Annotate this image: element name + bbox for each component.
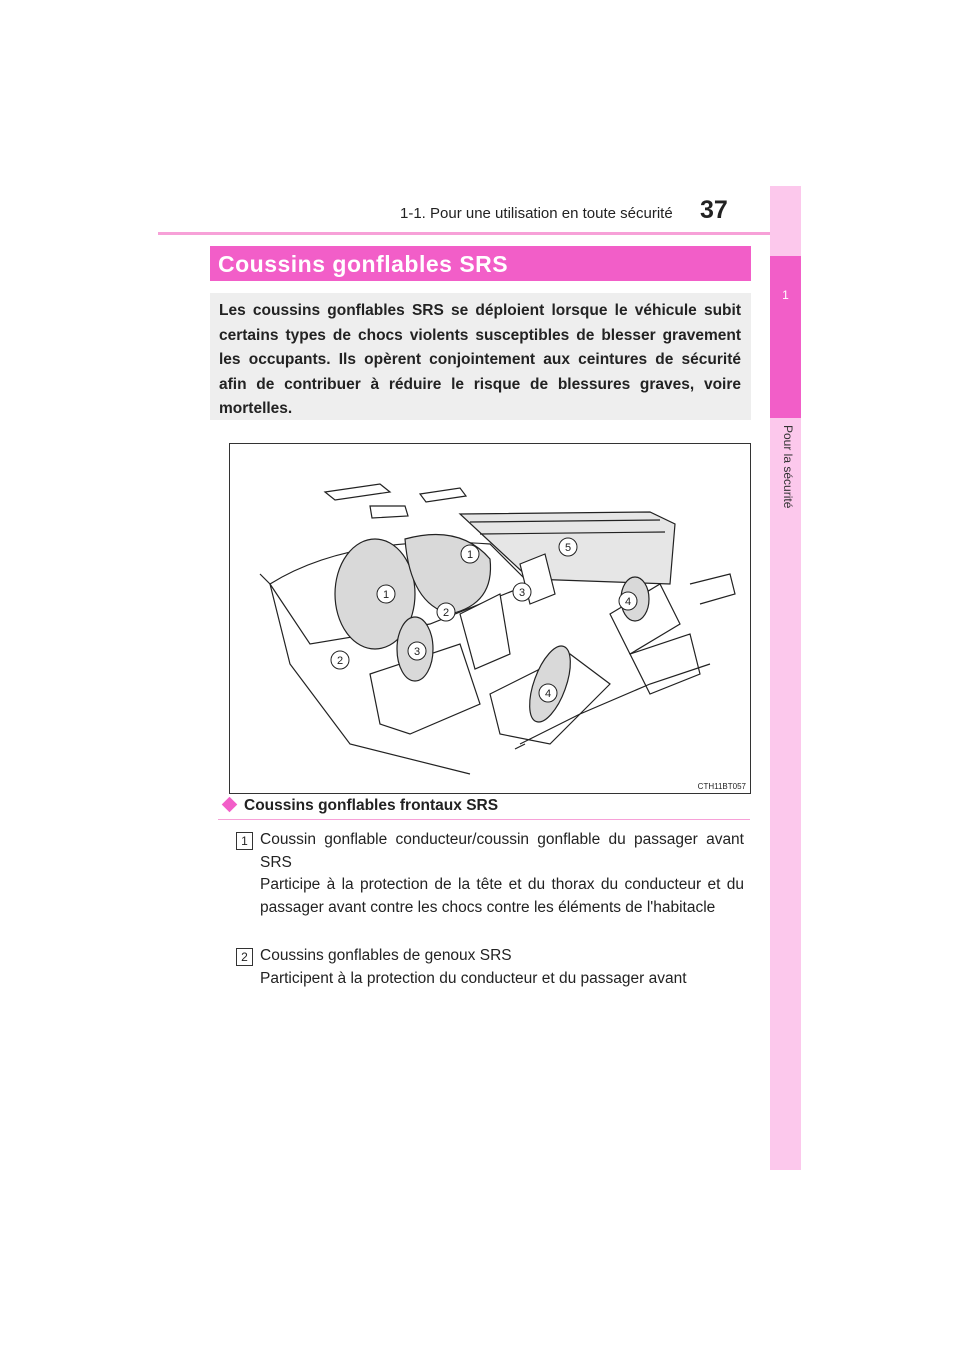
subsection-title: Coussins gonflables frontaux SRS (244, 797, 499, 814)
intro-text: Les coussins gonflables SRS se déploient lorsque le véhicule subit certains types de chocs violents susceptibles de blesser gravement les occupants. Ils opèrent conjointement aux ceintures de sécurité afin de contribuer à réduire le risque de blessures graves, voire mortelles. (219, 302, 741, 417)
intro-box (210, 293, 751, 420)
callout-3-lower (408, 642, 426, 660)
item-title: Coussins gonflables de genoux SRS (260, 947, 512, 964)
svg-text:1: 1 (466, 549, 474, 561)
running-header-title: 1-1. Pour une utilisation en toute sécurité (400, 205, 673, 222)
item-title: Coussin gonflable conducteur/coussin gonflable du passager avant SRS (260, 831, 744, 871)
callout-2-lower (331, 651, 349, 669)
section-title: Coussins gonflables SRS (218, 251, 509, 277)
svg-text:4: 4 (544, 688, 552, 700)
callout-3-upper (513, 583, 531, 601)
header-divider (158, 232, 800, 235)
item-description: Participent à la protection du conducteur et du passager avant (260, 969, 687, 987)
subsection-heading (218, 797, 750, 820)
svg-text:4: 4 (624, 596, 632, 608)
item-number-badge: 1 (236, 832, 253, 850)
callout-5 (559, 538, 577, 556)
callout-1-lower (377, 585, 395, 603)
svg-text:3: 3 (413, 646, 421, 658)
airbag-illustration (229, 443, 751, 794)
item-number-badge: 2 (236, 948, 253, 966)
svg-text:5: 5 (564, 542, 572, 554)
item-description: Participe à la protection de la tête et du thorax du conducteur et du passager avant contre les chocs contre les éléments de l'habitacle (260, 876, 744, 916)
car-interior-drawing (230, 444, 750, 793)
diamond-bullet-icon (222, 797, 238, 813)
chapter-number-tab (770, 256, 801, 418)
callout-4-lower (539, 684, 557, 702)
chapter-number: 1 (782, 288, 789, 302)
svg-text:1: 1 (382, 589, 390, 601)
callout-2-upper (437, 603, 455, 621)
page-number: 37 (700, 196, 728, 224)
svg-text:2: 2 (336, 655, 344, 667)
callout-1-upper (461, 545, 479, 563)
svg-text:2: 2 (442, 607, 450, 619)
section-title-banner (210, 246, 751, 281)
svg-text:3: 3 (518, 587, 526, 599)
chapter-label: Pour la sécurité (781, 425, 795, 509)
callout-4-upper (619, 592, 637, 610)
chapter-label-wrap (772, 425, 800, 545)
figure-code: CTH11BT057 (697, 782, 746, 791)
